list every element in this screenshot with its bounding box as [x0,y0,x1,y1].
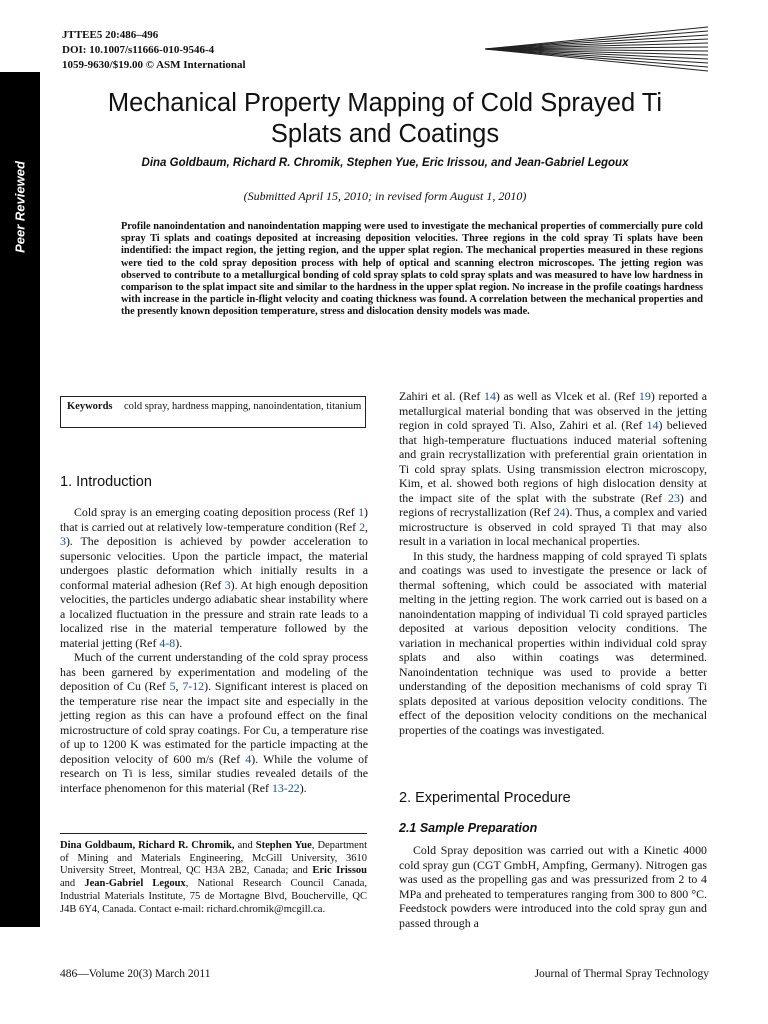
reference-link[interactable]: 2 [359,519,366,534]
article-meta [62,28,246,73]
reference-link[interactable]: 24 [553,505,566,519]
sidebar-label: Peer Reviewed [12,161,28,253]
section-heading-experimental: 2. Experimental Procedure [399,790,571,806]
peer-reviewed-sidebar [0,72,40,927]
reference-link[interactable]: 13-22 [271,780,300,795]
reference-link[interactable]: 5 [169,679,176,693]
reference-link[interactable]: 3 [224,577,231,592]
paper-title: Mechanical Property Mapping of Cold Sprayed Ti Splats and Coatings [107,89,663,148]
reference-link[interactable]: 7-12 [182,679,205,693]
reference-link[interactable]: 4 [245,751,252,766]
journal-fan-logo [480,25,710,75]
intro-paragraph-1: Cold spray is an emerging coating deposition process (Ref 1) that is carried out at relatively low-temperature condition (Ref 2, 3). The deposition is achieved by powder acceleration to supersonic velocities. Upon the particle impact, the material undergoes plastic deformation which initially results in a conformal material adhesion (Ref 3). At high enough deposition velocities, the particles undergo adiabatic shear instability where a localized fluctuation in the pressure and strain rate leads to a localized rise in the material temperature followed by the material jetting (Ref 4-8). [60,505,368,650]
journal-code: JTTEE5 20:486–496 [62,29,159,41]
abstract: Profile nanoindentation and nanoindentation mapping were used to investigate the mechanical properties of commercially pure cold spray Ti splats and coatings deposited at increasing deposition velocities. Three regions in the cold spray Ti splats have been indentified: the impact region, the jetting region, and the upper splat region. The mechanical properties measured in these regions were tied to the cold spray deposition process with help of optical and scanning electron microscopes. The jetting region was observed to contribute to a metallurgical bonding of cold spray splats to cold spray splats and was measured to have low hardness in comparison to the splat impact site and similar to the hardness in the upper splat region. No increase in the profile coatings hardness with increase in the particle in-flight velocity and coating thickness was found. A correlation between the mechanical properties and the presently known deposition temperature, stress and dislocation density models was made. [121,221,703,318]
left-column [60,505,368,795]
reference-link[interactable]: 14 [646,418,659,432]
submission-dates: (Submitted April 15, 2010; in revised form August 1, 2010) [243,189,527,203]
reference-link[interactable]: 23 [668,490,680,505]
page-footer-volume: 486—Volume 20(3) March 2011 [60,968,211,980]
issn-copyright: 1059-9630/$19.00 © ASM International [62,59,246,71]
reference-link[interactable]: 1 [358,505,365,519]
reference-link[interactable]: 19 [638,389,651,403]
doi[interactable]: DOI: 10.1007/s11666-010-9546-4 [62,44,215,56]
author-affiliations: Dina Goldbaum, Richard R. Chromik, and Stephen Yue, Department of Mining and Materials Engineering, McGill University, 3610 University Street, Montreal, QC H3A 2B2, Canada; and Eric Irissou and Jean-Gabriel Legoux, National Research Council Canada, Industrial Materials Institute, 75 de Mortagne Blvd, Boucherville, QC J4B 6Y4, Canada. Contact e-mail: richard.chromik@mcgill.ca. [60,840,368,915]
keywords-box [60,396,366,428]
right-paragraph-1: Zahiri et al. (Ref 14) as well as Vlcek et al. (Ref 19) reported a metallurgical material bonding that was observed in the jetting region in cold sprayed Ti. Also, Zahiri et al. (Ref 14) believed that high-temperature fluctuations induced material softening and grain recrystallization with preferential grain orientation in Ti cold spray splats. Using transmission electron microscopy, Kim, et al. showed both regions of high dislocation density at the impact site of the splat with the substrate (Ref 23) and regions of recrystallization (Ref 24). Thus, a complex and varied microstructure is observed in cold sprayed Ti that may also result in a variation in local mechanical properties. [399,389,707,548]
sample-preparation-paragraph: Cold Spray deposition was carried out with a Kinetic 4000 cold spray gun (CGT GmbH, Ampfing, Germany). Nitrogen gas was used as the propelling gas and was pressurized from 2 to 4 MPa and preheated to temperatures ranging from 300 to 800 °C. Feedstock powders were introduced into the cold spray gun and passed through a [399,843,707,930]
intro-paragraph-2: Much of the current understanding of the cold spray process has been garnered by experimentation and modeling of the deposition of Cu (Ref 5, 7-12). Significant interest is placed on the temperature rise near the impact site and especially in the jetting region as this can have a profound effect on the final microstructure of cold spray coatings. For Cu, a temperature rise of up to 1200 K was estimated for the particle impacting at the deposition velocity of 600 m/s (Ref 4). While the volume of research on Ti is less, similar studies revealed details of the interface phenomenon for this material (Ref 13-22). [60,650,368,795]
reference-link[interactable]: 4-8 [159,635,176,650]
section-heading-introduction: 1. Introduction [60,474,152,490]
keywords-text: cold spray, hardness mapping, nanoindentation, titanium [124,401,362,412]
author-list: Dina Goldbaum, Richard R. Chromik, Stephen Yue, Eric Irissou, and Jean-Gabriel Legoux [141,157,629,169]
reference-link[interactable]: 3 [60,534,66,548]
page-footer-journal: Journal of Thermal Spray Technology [534,968,709,980]
right-column-continued [399,843,707,930]
footnote-divider [60,833,367,834]
right-column [399,389,707,737]
right-paragraph-2: In this study, the hardness mapping of cold sprayed Ti splats and coatings was used to investigate the presence or lack of thermal softening, which could be associated with material melting in the jetting region. The work carried out is based on a nanoindentation mapping of individual Ti cold sprayed particles deposited at various deposition velocity conditions. The variation in mechanical properties within individual cold spray splats and also within coatings was determined. Nanoindentation technique was used to provide a better understanding of the deposition mechanisms of cold spray Ti splats deposited at various deposition velocity conditions. The effect of the deposition velocity conditions on the mechanical properties of the coatings was investigated. [399,548,707,737]
reference-link[interactable]: 14 [484,389,496,403]
subsection-heading-sample-preparation: 2.1 Sample Preparation [399,821,538,835]
keywords-label: Keywords [67,401,113,412]
